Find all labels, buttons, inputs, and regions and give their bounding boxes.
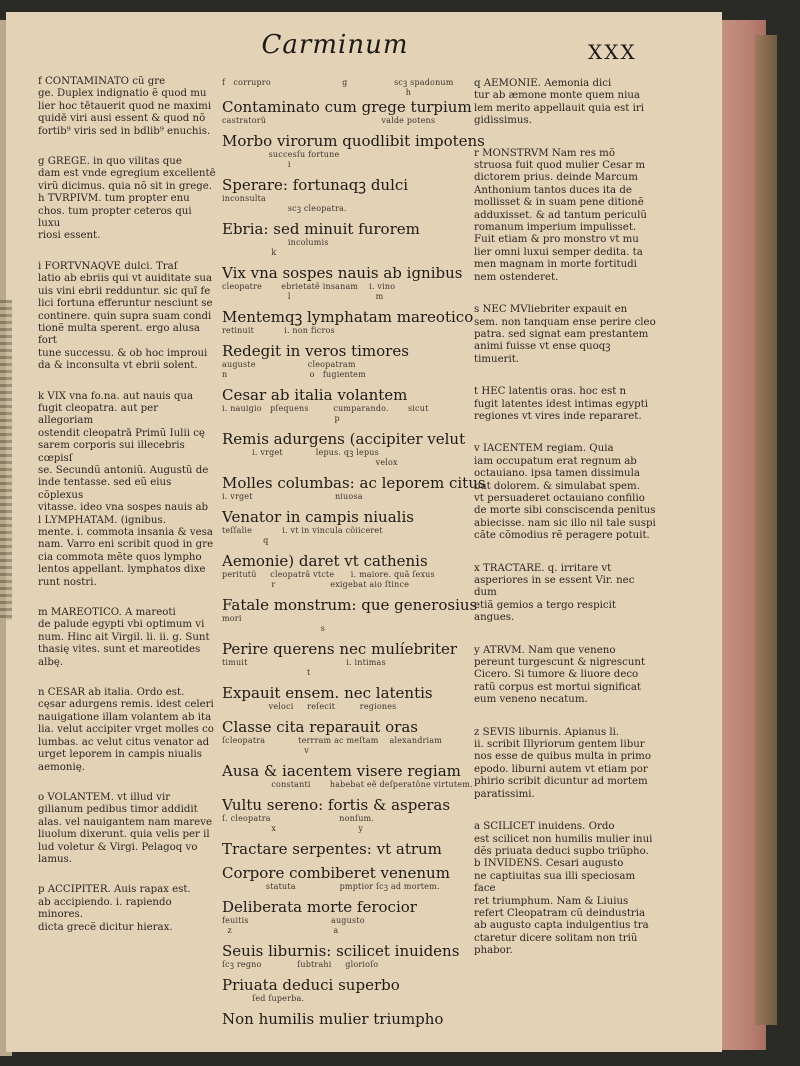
verse-group	[222, 942, 472, 970]
verse-line: Expauit ensem. nec latentis	[222, 684, 433, 702]
commentary-note: a SCILICET inuidens. Ordo est scilicet non humilis mulier inui dẽs priuata deduci supbo triũpho. b INVIDENS. Cesari augusto ne captiuitas sua illi speciosam face ret triumphum. Nam & Liuius refert Cleopatram cũ deindustria ab augusto capta indulgentius tra ctaretur dicere solitam non triũ phabor.	[474, 821, 653, 957]
commentary-note: v IACENTEM regiam. Quia iam occupatum erat regnum ab octauiano. ipsa tamen dissimula bat dolorem. & simulabat spem. vt persuaderet octauiano confilio de morte sibi consciscenda penitus abiecisse. nam sic illo nil tale suspi cãte cõmodius rẽ peragere potuit.	[474, 443, 656, 542]
left-commentary-column	[38, 76, 216, 952]
verse-line: Corpore combiberet venenum	[222, 864, 450, 882]
verse-line: Seuis liburnis: scilicet inuidens	[222, 942, 460, 960]
verse-group	[222, 132, 485, 170]
folio-number: XXX	[588, 40, 637, 64]
verse-line: Non humilis mulier triumpho	[222, 1010, 444, 1028]
interlinear-gloss: incolumis k	[271, 238, 329, 257]
interlinear-gloss: statuta pmptior ſcꝫ ad mortem.	[222, 882, 440, 891]
commentary-note: y ATRVM. Nam que veneno pereunt turgescunt & nigrescunt Cicero. Si tumore & liuore deco ratũ corpus est mortui significat eum veneno necatum.	[474, 644, 646, 706]
interlinear-gloss: veloci reſecit regiones	[222, 702, 397, 711]
left-margin-bleed	[0, 300, 12, 620]
verse-line: Mentemqꝫ lymphatam mareotico	[222, 308, 474, 326]
verse-group	[222, 474, 486, 502]
commentary-note: o VOLANTEM. vt illud vir gilianum pedibus timor addidit alas. vel nauigantem nam mareve liuolum dixerunt. quia velis per il lud voletur & Virgi. Pelagoq vo lamus.	[38, 791, 212, 865]
verse-line: Fatale monstrum: que generosius	[222, 596, 478, 614]
verse-line: Ebria: sed minuit furorem	[222, 220, 420, 238]
interlinear-gloss: peritutũ cleopatrã vtcte i. maiore. quã ſexus r exigebat aio ſtince	[222, 570, 435, 589]
verse-line: Deliberata morte ferocior	[222, 898, 417, 916]
interlinear-gloss: i. vrget lepus. qꝫ lepus velox	[252, 448, 398, 467]
commentary-note: z SEVIS liburnis. Apianus li. ii. scribit Illyriorum gentem libur nos esse de quibus multa in primo epodo. liburni autem vt etiam por phirio scribit dicuntur ad mortem paratissimi.	[474, 726, 651, 800]
verse-line: Vix vna sospes nauis ab ignibus	[222, 264, 463, 282]
interlinear-gloss: cleopatre ebrietatẽ insanam i. vino l m	[222, 282, 396, 301]
verse-line: Perire querens nec mulíebriter	[222, 640, 458, 658]
commentary-note: f CONTAMINATO cũ gre ge. Duplex indignatio ẽ quod mu lier hoc tētauerit quod ne maximi quidē viri ausi essent & quod nõ fortib⁹ viris sed in bdlib⁹ enuchis.	[38, 76, 212, 137]
verse-line: Sperare: fortunaqꝫ dulci	[222, 176, 409, 194]
interlinear-gloss: i. vrget niuosa	[222, 492, 363, 501]
interlinear-gloss: teſſalie i. vt in vincula cõiiceret q	[222, 526, 383, 545]
verse-group	[222, 596, 478, 634]
interlinear-gloss: f corrupro g scꝫ spadonum h	[222, 78, 454, 97]
verse-group	[222, 898, 472, 936]
verse-group	[222, 718, 472, 756]
commentary-note: g GREGE. in quo vilitas que dam est vnde egregium excellentē virũ dicimus. quia nõ sit in grege. h TVRPIVM. tum propter enu chos. tum propter ceteros qui luxu riosi essent.	[38, 156, 216, 242]
interlinear-gloss: timuit i. intimas t	[222, 658, 386, 677]
verse-group	[222, 640, 472, 678]
verse-group	[222, 840, 472, 858]
interlinear-gloss: feuitis augusto z a	[222, 916, 365, 935]
commentary-note: i FORTVNAQVE dulci. Traſ latio ab ebriis qui vt auiditate sua uis vini ebrii redduntur. sic quĩ fe lici fortuna efferuntur nesciunt se continere. quin supra suam condi tionẽ multa sperent. ergo alusa fort tune successu. & ob hoc improui da & inconsulta vt ebrii solent.	[38, 260, 213, 372]
verse-group	[222, 684, 472, 712]
verse-line: Tractare serpentes: vt atrum	[222, 840, 442, 858]
book-cover-edge	[755, 35, 777, 1025]
commentary-note: n CESAR ab italia. Ordo est. cęsar adurgens remis. idest celeri nauigatione illam volantem ab ita lia. velut accipiter vrget molles co lumbas. ac velut citus venator ad urget leporem in campis niualis aemonię.	[38, 687, 214, 773]
verse-group	[222, 386, 472, 424]
verse-group	[222, 864, 472, 892]
commentary-note: m MAREOTICO. A mareoti de palude egypti vbi optimum vi num. Hinc ait Virgil. li. ii. g. Sunt thasię vites. sunt et mareotides albę.	[38, 607, 210, 668]
verse-line: Remis adurgens (accipiter velut	[222, 430, 466, 448]
verse-group	[222, 508, 472, 546]
commentary-note: p ACCIPITER. Auis rapax est. ab accipiendo. i. rapiendo minores. dicta grecẽ dicitur hierax.	[38, 884, 191, 933]
running-head: Carminum	[261, 30, 409, 60]
verse-group	[222, 264, 472, 302]
commentary-note: s NEC MVliebriter expauit en sem. non tanquam ense perire cleo patra. sed signat eam prestantem animi fuisse vt ense quoqꝫ timuerit.	[474, 304, 656, 365]
verse-group	[222, 552, 472, 590]
verse-line: Vultu sereno: fortis & asperas	[222, 796, 451, 814]
verse-line: Molles columbas: ac leporem citus	[222, 474, 486, 492]
interlinear-gloss: ſ. cleopatra nonſum. x y	[222, 814, 375, 833]
verse-column	[222, 78, 486, 1034]
verse-line: Ausa & iacentem visere regiam	[222, 762, 461, 780]
interlinear-gloss: auguste cleopatram n o fugientem	[222, 360, 366, 379]
commentary-note: t HEC latentis oras. hoc est n fugit latentes idest intimas egypti regiones vt vires inde repararet.	[474, 386, 648, 422]
verse-line: Venator in campis niualis	[222, 508, 414, 526]
commentary-note: x TRACTARE. q. irritare vt asperiores in se essent Vir. nec dum etiã gemios a tergo respicit angues.	[474, 562, 635, 624]
verse-line: Cesar ab italia volantem	[222, 386, 408, 404]
interlinear-gloss: ſcꝫ regno ſubtrahi glorioſo	[222, 960, 379, 969]
verse-line: Aemonie) daret vt cathenis	[222, 552, 428, 570]
verse-group	[222, 176, 472, 214]
verse-line: Classe cita reparauit oras	[222, 718, 418, 736]
verse-group	[222, 342, 472, 380]
right-commentary-column	[474, 78, 656, 978]
verse-line: Contaminato cum grege turpium	[222, 98, 472, 116]
verse-line: Morbo virorum quodlibit impotens	[222, 132, 485, 150]
interlinear-gloss: inconsulta scꝫ cleopatra.	[222, 194, 347, 213]
commentary-note: r MONSTRVM Nam res mõ struosa fuit quod mulier Cesar m dictorem prius. deinde Marcum Anthonium tantos duces ita de mollisset & in suam pene ditionẽ adduxisset. & ad tantum periculũ romanum imperium impulisset. Fuit etiam & pro monstro vt mu lier omni luxui semper dedita. ta men magnam in morte fortitudi nem ostenderet.	[474, 147, 647, 283]
verse-group	[222, 220, 472, 258]
verse-group	[222, 796, 472, 834]
interlinear-gloss: i. nauigio pſequens cumparando. sicut p	[222, 404, 429, 423]
verse-line: Priuata deduci superbo	[222, 976, 400, 994]
verse-group	[222, 308, 472, 336]
interlinear-gloss: castratorũ valde potens	[222, 116, 436, 125]
verse-group	[222, 976, 472, 1004]
interlinear-gloss: constanti habebat eẽ deſperatõne virtutem.	[222, 780, 473, 789]
interlinear-gloss: ſcleopatra terrram ac meſtam alexandriam v	[222, 736, 443, 755]
commentary-note: q AEMONIE. Aemonia dici tur ab æmone monte quem niua lem merito appellauit quia est iri gidissimus.	[474, 78, 644, 127]
interlinear-gloss: ſed ſuperba.	[222, 994, 305, 1003]
interlinear-gloss: succesſu fortune i	[268, 150, 340, 169]
verse-group	[222, 430, 472, 468]
verse-group	[222, 1010, 472, 1028]
verse-group	[222, 78, 472, 126]
commentary-note: k VIX vna fo.na. aut nauis qua fugit cleopatra. aut per allegoriam ostendit cleopatrā Primũ Iulii cę sarem corporis sui illecebris cœpisſ se. Secundũ antoniũ. Augustũ de inde tentasse. sed eũ eius cõplexus vitasse. ideo vna sospes nauis ab l LYMPHATAM. (ignibus. mente. i. commota insania & vesa nam. Varro eni scribit quod in gre cia commota mẽte quos lympho lentos appellant. lymphatos dixe runt nostri.	[38, 390, 214, 588]
interlinear-gloss: retinuit i. non ficros	[222, 326, 335, 335]
verse-group	[222, 762, 472, 790]
interlinear-gloss: mori s	[222, 614, 326, 633]
verse-line: Redegit in veros timores	[222, 342, 409, 360]
